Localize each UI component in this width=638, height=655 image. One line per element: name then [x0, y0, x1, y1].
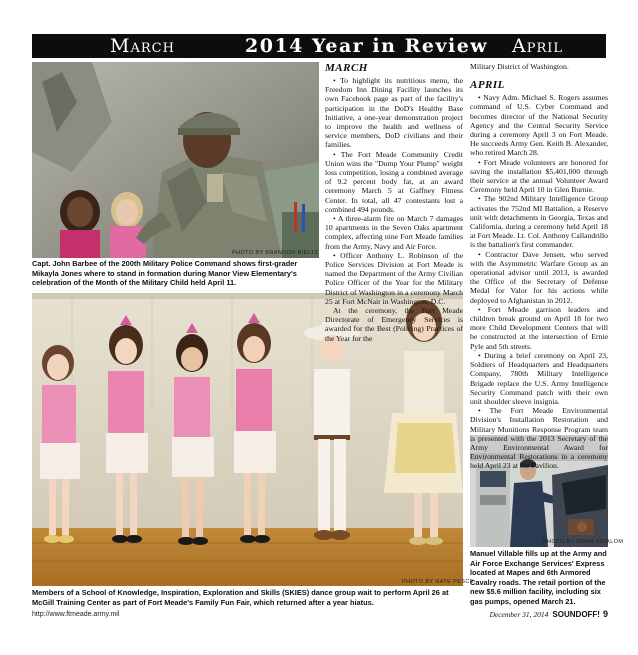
caption-dance-group: Members of a School of Knowledge, Inspiration, Exploration and Skills (SKIES) dance group wait to perform April 26 at McGill Training Center as part of Fort Meade's Family Fun Fair, which returned after a year hiatus.: [32, 588, 449, 607]
april-item-5: • Fort Meade garrison leaders and children break ground on April 18 for two more Child Development Centers that will be constructed at the intersection of Ernie Pyle and 5th streets.: [470, 304, 608, 351]
photo-credit-bieltz: PHOTO BY BRANDON BIELTZ: [232, 250, 319, 256]
march-item-2: • The Fort Meade Community Credit Union wins the "Dump Your Plump" weight loss competition, losing a combined average of 9.2 percent body fat, at an award ceremony March 5 at Gaffney Fitness Center. In total, all 47 contestants lost a combined 494 pounds.: [325, 149, 463, 214]
banner-title: 2014 Year in Review: [245, 35, 489, 57]
caption-fuel-station: Manuel Villable fills up at the Army and Air Force Exchange Services' Express located at Mapes and 6th Armored Cavalry roads. The retail portion of the new $5.6 million facility, including six gas pumps, opened March 21.: [470, 549, 607, 606]
april-item-4: • Contractor Dave Jensen, who served with the Asymmetric Warfare Group as an operational advisor until 2013, is awarded the Office of the Secretary of Defense Medal for Valor for his actions while deployed to Afghanistan in 2012.: [470, 249, 608, 305]
photo-credit-scialom: PHOTO BY NOAH SCIALOM: [543, 539, 624, 545]
april-item-6: • During a brief ceremony on April 23, Soldiers of Headquarters and Headquarters Company, 780th Military Intelligence Brigade replace the U.S. Army Intelligence Security Command patch with their own unit shoulder sleeve insignia.: [470, 350, 608, 406]
banner-month-left: March: [110, 35, 175, 57]
april-item-3: • The 902nd Military Intelligence Group activates the 752nd MI Battalion, a Reserve unit with detachments in Georgia, Texas and California, during a ceremony held April 18 at Fort Meade. Lt. Col. Anthony Callandrillo is the battalion's first commander.: [470, 194, 608, 250]
photo-credit-pesce: PHOTO BY NATE PESCE: [402, 579, 474, 585]
march-item-3: • A three-alarm fire on March 7 damages 10 apartments in the Seven Oaks apartment complex, affecting nine Fort Meade families from the Army, Navy and Air Force.: [325, 214, 463, 251]
footer-date: December 31, 2014: [489, 610, 549, 619]
april-lead-continuation: Military District of Washington.: [470, 62, 569, 71]
april-item-2: • Fort Meade volunteers are honored for saving the installation $5,401,000 through their service at the annual Volunteer Award Ceremony held April 10 in Glen Burnie.: [470, 157, 608, 195]
heading-march: MARCH: [325, 62, 368, 74]
march-item-5: At the ceremony, the Fort Meade Directorate of Emergency Services is awarded for the Best (Policing) Practices of the Year for the: [325, 306, 463, 343]
march-item-4: • Officer Anthony L. Robinson of the Police Services Division at Fort Meade is named the Department of the Army Civilian Police Officer of the Year for the Military District of Washington in a ceremony March 25 at Fort McNair in Washington, D.C.: [325, 250, 463, 306]
column-april: [470, 62, 608, 471]
photo-soldier-child: [32, 62, 319, 258]
footer-page-number: 9: [602, 609, 608, 619]
photo-soldier-child-image: [32, 62, 319, 258]
footer-paper-name: SOUNDOFF!: [552, 610, 600, 619]
banner-month-right: April: [512, 35, 564, 57]
april-item-1: • Navy Adm. Michael S. Rogers assumes command of U.S. Cyber Command and becomes director of the National Security Agency and the Central Security Service during a ceremony April 3 on Fort Meade. He succeeds Army Gen. Keith B. Alexander, who retired March 28.: [470, 93, 608, 158]
march-item-1: • To highlight its nutritious menu, the Freedom Inn Dining Facility launches its own Facebook page as part of the facility's participation in the DoD's Healthy Base Initiative, a one-year demonstration project to improve the health and wellness of service members, DoD civilians and their families.: [325, 76, 463, 150]
section-banner: [32, 34, 606, 58]
footer-folio: [480, 609, 608, 619]
caption-soldier-child: Capt. John Barbee of the 200th Military Police Command shows first-grader Mikayla Jones where to stand in formation during Manor View Elementary's celebration of the Month of the Military Child held April 11.: [32, 259, 298, 288]
heading-april: APRIL: [470, 79, 505, 92]
column-march: [325, 61, 463, 343]
april-item-7: • The Fort Meade Environmental Division's Installation Restoration and Military Munitions Response Program team is presented with the 2013 Secretary of the Army Environmental Award for Environmental Restorations in a ceremony held April 23 at the Pavilion.: [470, 406, 608, 471]
footer-website-link[interactable]: http://www.ftmeade.army.mil: [32, 611, 120, 618]
